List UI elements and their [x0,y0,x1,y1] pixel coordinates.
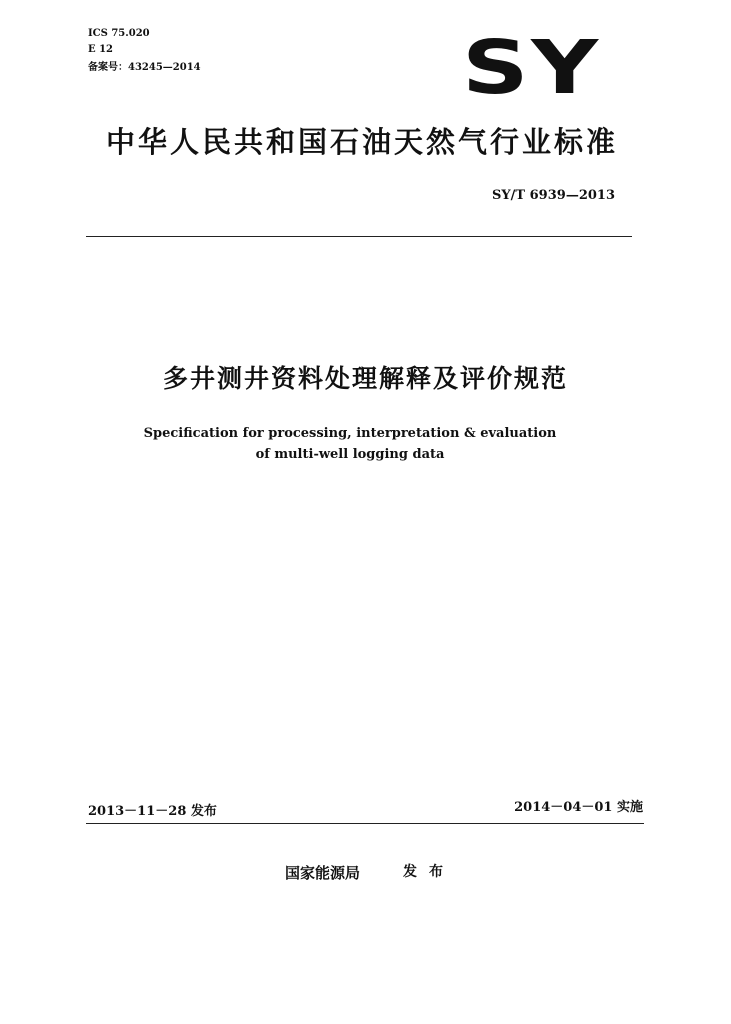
record-number: 备案号：43245—2014 [88,62,201,73]
standard-number: SY/T 6939—2013 [492,188,615,203]
publish-action: 发布 [403,864,455,880]
document-title-english-line2: of multi-well logging data [255,447,445,462]
document-title-chinese: 多井测井资料处理解释及评价规范 [162,364,568,393]
issue-date: 2013－11－28 发布 [88,804,217,819]
standard-organization-title: 中华人民共和国石油天然气行业标准 [106,125,619,159]
classification-code: E 12 [88,44,114,55]
publisher-name: 国家能源局 [285,864,361,882]
top-divider [86,236,632,237]
sy-logo: SY [462,25,601,111]
document-title-english-line1: Specification for processing, interpretation & evaluation [143,426,557,441]
ics-code: ICS 75.020 [88,28,150,39]
implementation-date: 2014－04－01 实施 [514,800,643,815]
bottom-divider [86,823,644,824]
